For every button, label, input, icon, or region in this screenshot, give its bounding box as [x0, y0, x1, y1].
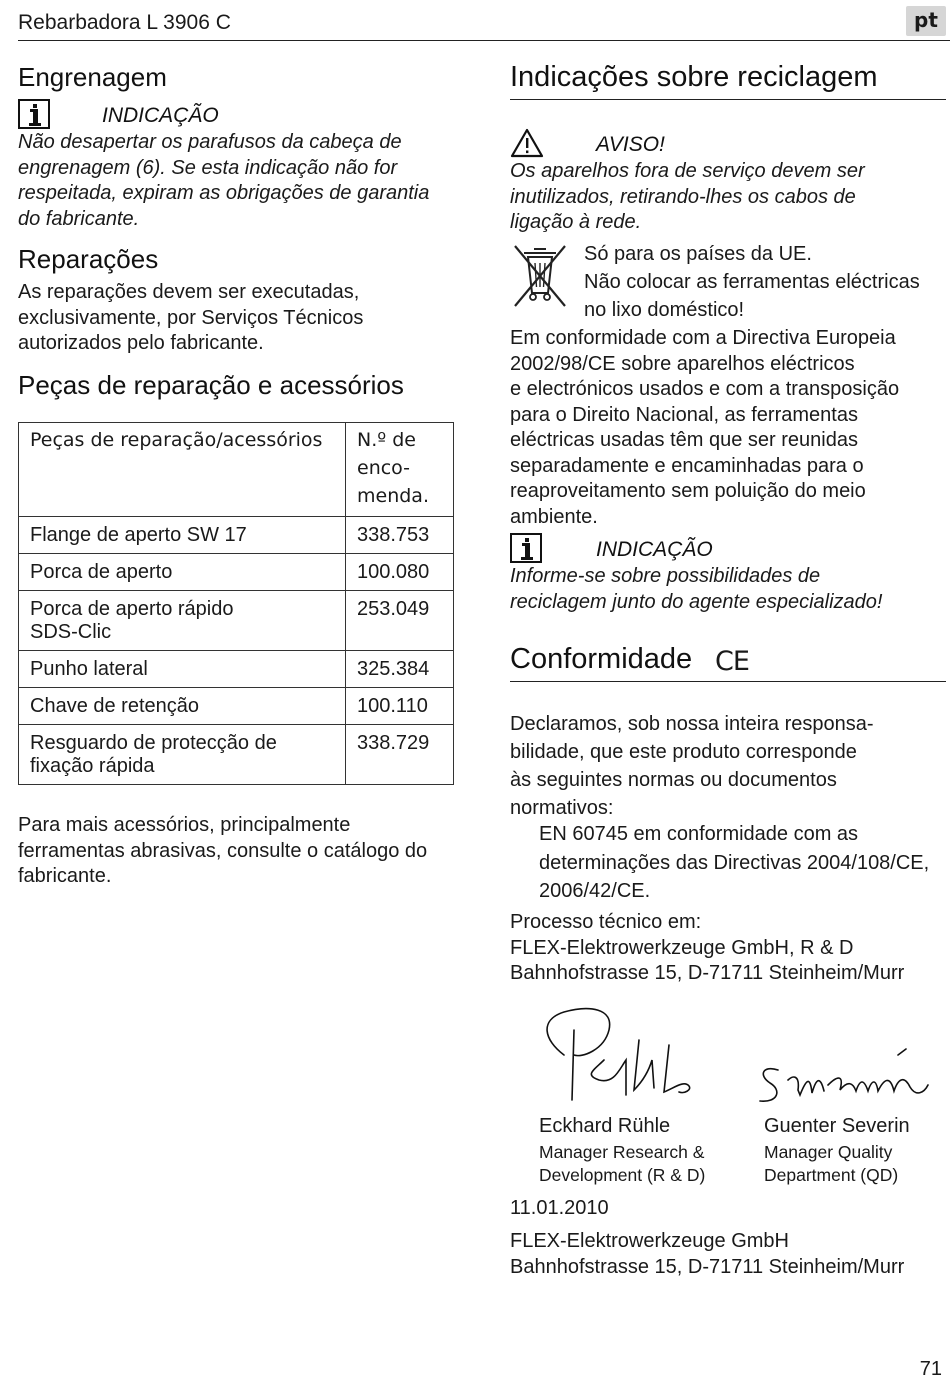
section-divider — [510, 99, 946, 100]
warning-label: AVISO! — [596, 133, 665, 156]
part-number: 325.384 — [346, 651, 454, 688]
part-number: 100.080 — [346, 554, 454, 591]
warning-text: Os aparelhos fora de serviço devem ser inutilizados, retirando-lhes os cabos de ligação à rede. — [510, 160, 865, 233]
table-header-cell: Peças de reparação/acessórios — [19, 423, 346, 517]
section-heading-pecas: Peças de reparação e acessórios — [18, 370, 404, 400]
part-name: Resguardo de protecção de fixação rápida — [19, 725, 346, 785]
language-badge: pt — [906, 6, 946, 36]
eu-only-text: Só para os países da UE. Não colocar as ferramentas eléctricas no lixo doméstico! — [584, 243, 920, 321]
standards-text: EN 60745 em conformidade com as determinações das Directivas 2004/108/CE, 2006/42/CE. — [539, 823, 930, 902]
note-label: INDICAÇÃO — [102, 104, 219, 127]
signer-role: Manager Quality Department (QD) — [764, 1142, 899, 1185]
declaration-date: 11.01.2010 — [510, 1197, 609, 1219]
table-header-cell: N.º de enco- menda. — [346, 423, 454, 517]
section-heading-conformidade: Conformidade — [510, 643, 693, 675]
info-icon — [510, 533, 542, 563]
section-heading-reciclagem: Indicações sobre reciclagem — [510, 61, 878, 93]
recycling-note-text: Informe-se sobre possibilidades de reciclagem junto do agente especializado! — [510, 565, 883, 613]
table-row — [19, 554, 454, 591]
signature-ruhle — [534, 1000, 704, 1105]
part-number: 253.049 — [346, 591, 454, 651]
technical-file-text: Processo técnico em: FLEX-Elektrowerkzeuge GmbH, R & D Bahnhofstrasse 15, D-71711 Steinheim/Murr — [510, 911, 905, 984]
ce-mark-icon: CE — [715, 646, 749, 677]
table-row — [19, 591, 454, 651]
declaration-text: Declaramos, sob nossa inteira responsa- bilidade, que este produto corresponde às seguintes normas ou documentos normativos: — [510, 713, 874, 819]
part-number: 338.753 — [346, 517, 454, 554]
reparacoes-text: As reparações devem ser executadas, exclusivamente, por Serviços Técnicos autorizados pelo fabricante. — [18, 281, 364, 354]
note-label: INDICAÇÃO — [596, 538, 713, 561]
company-address: FLEX-Elektrowerkzeuge GmbH Bahnhofstrasse 15, D-71711 Steinheim/Murr — [510, 1230, 905, 1278]
section-divider — [510, 681, 946, 682]
signer-role: Manager Research & Development (R & D) — [539, 1142, 706, 1185]
table-header-row — [19, 423, 454, 517]
part-number: 100.110 — [346, 688, 454, 725]
signer-name: Guenter Severin — [764, 1115, 910, 1137]
section-heading-reparacoes: Reparações — [18, 244, 159, 274]
engrenagem-note-text: Não desapertar os parafusos da cabeça de engrenagem (6). Se esta indicação não for respeitada, expiram as obrigações de garantia do fabricante. — [18, 131, 430, 230]
table-row — [19, 725, 454, 785]
warning-icon — [510, 128, 544, 158]
page-number: 71 — [919, 1358, 942, 1380]
section-heading-engrenagem: Engrenagem — [18, 62, 167, 92]
info-icon — [18, 99, 50, 129]
table-row — [19, 517, 454, 554]
part-name: Chave de retenção — [19, 688, 346, 725]
signature-severin — [748, 1035, 948, 1115]
part-name: Flange de aperto SW 17 — [19, 517, 346, 554]
table-row — [19, 688, 454, 725]
signer-name: Eckhard Rühle — [539, 1115, 671, 1137]
part-name: Punho lateral — [19, 651, 346, 688]
parts-table — [18, 422, 454, 785]
part-name: Porca de aperto rápido SDS-Clic — [19, 591, 346, 651]
part-number: 338.729 — [346, 725, 454, 785]
table-row — [19, 651, 454, 688]
document-header-title: Rebarbadora L 3906 C — [18, 11, 231, 34]
accessories-footer-text: Para mais acessórios, principalmente ferramentas abrasivas, consulte o catálogo do fabricante. — [18, 814, 428, 887]
directive-text: Em conformidade com a Directiva Europeia 2002/98/CE sobre aparelhos eléctricos e electrónicos usados e com a transposição para o Direito Nacional, as ferramentas eléctricas usadas têm que ser reunidas separadamente e encaminhadas para o reaproveitamento sem poluição do meio ambiente. — [510, 327, 900, 528]
part-name: Porca de aperto — [19, 554, 346, 591]
crossed-bin-icon — [512, 243, 568, 309]
header-divider — [18, 40, 950, 41]
